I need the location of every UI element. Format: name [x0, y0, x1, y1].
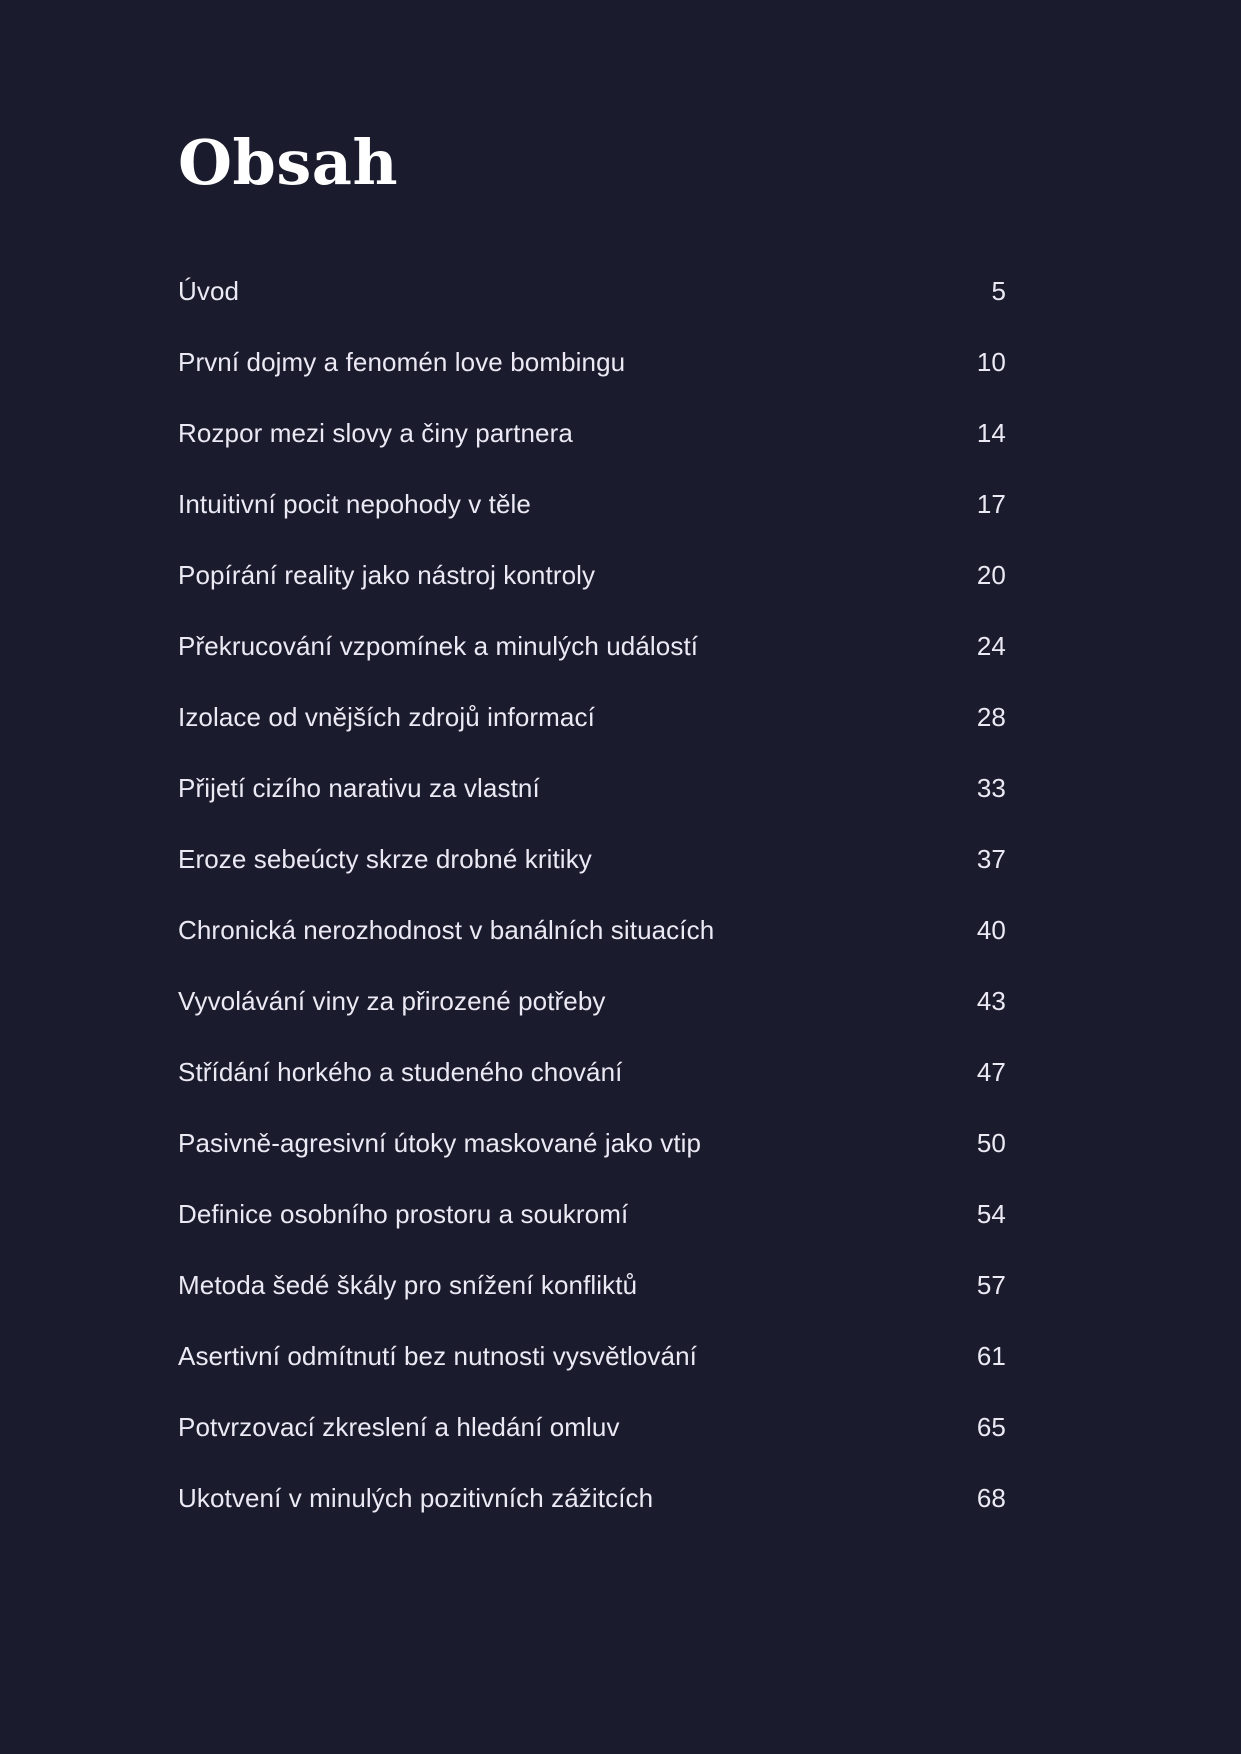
toc-entry-page-number: 24: [976, 631, 1006, 661]
toc-entry[interactable]: [178, 469, 1006, 540]
toc-entry[interactable]: [178, 753, 1006, 824]
toc-entry[interactable]: [178, 1037, 1006, 1108]
toc-entry-page-number: 17: [976, 489, 1006, 519]
toc-entry-page-number: 54: [976, 1199, 1006, 1229]
toc-entry-title: Ukotvení v minulých pozitivních zážitcích: [178, 1483, 654, 1513]
toc-entry-title: Přijetí cizího narativu za vlastní: [178, 773, 540, 803]
toc-entry-page-number: 43: [976, 986, 1006, 1016]
toc-entry[interactable]: [178, 611, 1006, 682]
toc-entry[interactable]: [178, 966, 1006, 1037]
toc-entry-title: Vyvolávání viny za přirozené potřeby: [178, 986, 606, 1016]
toc-entry[interactable]: [178, 540, 1006, 611]
toc-entry-title: Popírání reality jako nástroj kontroly: [178, 560, 596, 590]
toc-entry-title: Úvod: [178, 276, 240, 306]
toc-entry-page-number: 57: [976, 1270, 1006, 1300]
toc-entry-title: Potvrzovací zkreslení a hledání omluv: [178, 1412, 620, 1442]
toc-entry-page-number: 68: [976, 1483, 1006, 1513]
toc-entry-page-number: 61: [976, 1341, 1006, 1371]
toc-entry[interactable]: [178, 824, 1006, 895]
toc-entry[interactable]: [178, 327, 1006, 398]
toc-entry-title: Eroze sebeúcty skrze drobné kritiky: [178, 844, 592, 874]
toc-entry-title: Střídání horkého a studeného chování: [178, 1057, 623, 1087]
toc-entry-page-number: 20: [976, 560, 1006, 590]
toc-entry-page-number: 50: [976, 1128, 1006, 1158]
toc-content: [178, 0, 1006, 1534]
toc-entry-page-number: 10: [976, 347, 1006, 377]
toc-entry-title: Asertivní odmítnutí bez nutnosti vysvětlování: [178, 1341, 697, 1371]
toc-entry[interactable]: [178, 1321, 1006, 1392]
toc-entry[interactable]: [178, 895, 1006, 966]
toc-entry[interactable]: [178, 1250, 1006, 1321]
toc-entry-title: Izolace od vnějších zdrojů informací: [178, 702, 595, 732]
toc-list: [178, 256, 1006, 1534]
toc-entry-title: Chronická nerozhodnost v banálních situacích: [178, 915, 715, 945]
toc-entry[interactable]: [178, 1179, 1006, 1250]
toc-entry-title: Pasivně-agresivní útoky maskované jako vtip: [178, 1128, 702, 1158]
toc-entry-page-number: 5: [991, 276, 1006, 306]
toc-entry[interactable]: [178, 1463, 1006, 1534]
toc-entry-page-number: 65: [976, 1412, 1006, 1442]
toc-entry-page-number: 47: [976, 1057, 1006, 1087]
toc-entry-title: Překrucování vzpomínek a minulých událostí: [178, 631, 699, 661]
toc-entry-title: Intuitivní pocit nepohody v těle: [178, 489, 531, 519]
toc-entry-page-number: 28: [976, 702, 1006, 732]
toc-entry-title: Rozpor mezi slovy a činy partnera: [178, 418, 573, 448]
toc-entry-title: První dojmy a fenomén love bombingu: [178, 347, 626, 377]
toc-entry-page-number: 14: [976, 418, 1006, 448]
toc-entry[interactable]: [178, 1108, 1006, 1179]
toc-entry-page-number: 33: [976, 773, 1006, 803]
toc-entry-page-number: 37: [976, 844, 1006, 874]
toc-entry[interactable]: [178, 1392, 1006, 1463]
toc-entry-title: Definice osobního prostoru a soukromí: [178, 1199, 629, 1229]
toc-entry-title: Metoda šedé škály pro snížení konfliktů: [178, 1270, 638, 1300]
toc-entry-page-number: 40: [976, 915, 1006, 945]
toc-entry[interactable]: [178, 398, 1006, 469]
toc-entry[interactable]: [178, 256, 1006, 327]
toc-entry[interactable]: [178, 682, 1006, 753]
page-title: Obsah: [178, 126, 399, 199]
